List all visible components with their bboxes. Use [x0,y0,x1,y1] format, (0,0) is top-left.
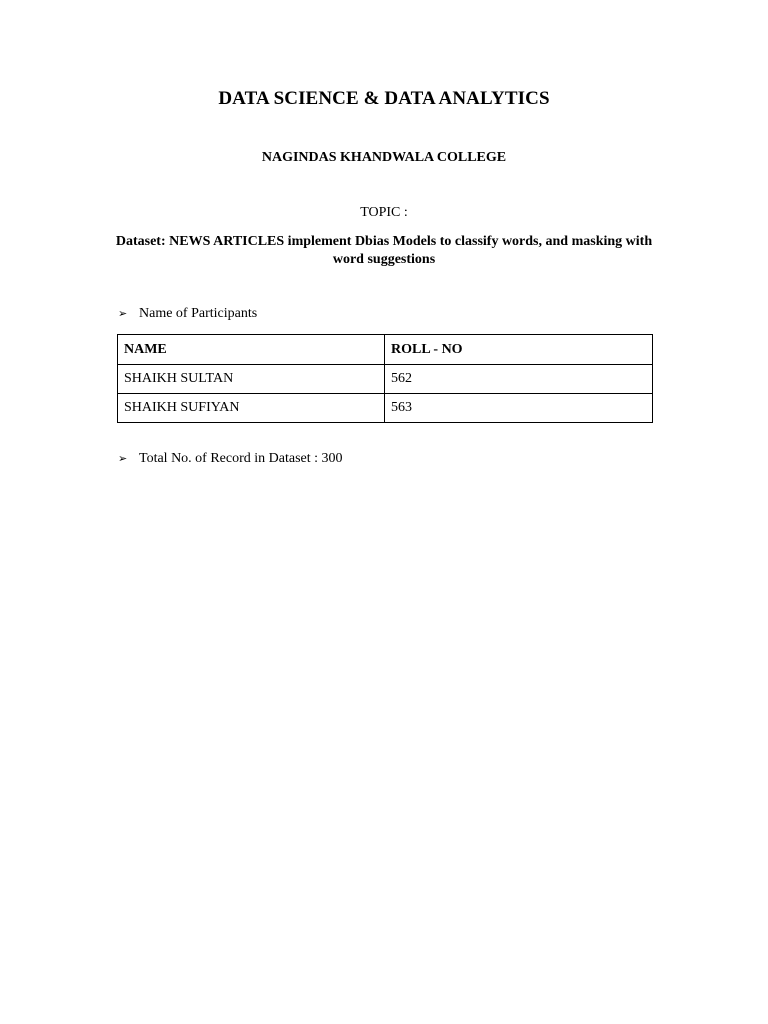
participants-bullet [118,306,257,322]
arrow-bullet-icon: ➢ [118,452,128,465]
participants-label: Name of Participants [139,306,258,321]
topic-description: Dataset: NEWS ARTICLES implement Dbias Models to classify words, and masking with word suggestions [115,234,653,267]
participant-roll-no: 562 [385,365,653,394]
document-title: DATA SCIENCE & DATA ANALYTICS [218,88,550,109]
participant-name: SHAIKH SUFIYAN [118,394,385,423]
records-label: Total No. of Record in Dataset : 300 [139,451,343,466]
records-bullet [118,451,343,467]
header-name: NAME [118,335,385,365]
table-header-row [118,335,653,365]
table-row [118,394,653,423]
table-row [118,365,653,394]
arrow-bullet-icon: ➢ [118,307,128,320]
college-name: NAGINDAS KHANDWALA COLLEGE [261,150,507,165]
participants-table [117,334,653,423]
participant-roll-no: 563 [385,394,653,423]
header-roll-no: ROLL - NO [385,335,653,365]
participant-name: SHAIKH SULTAN [118,365,385,394]
topic-label: TOPIC : [360,205,408,220]
